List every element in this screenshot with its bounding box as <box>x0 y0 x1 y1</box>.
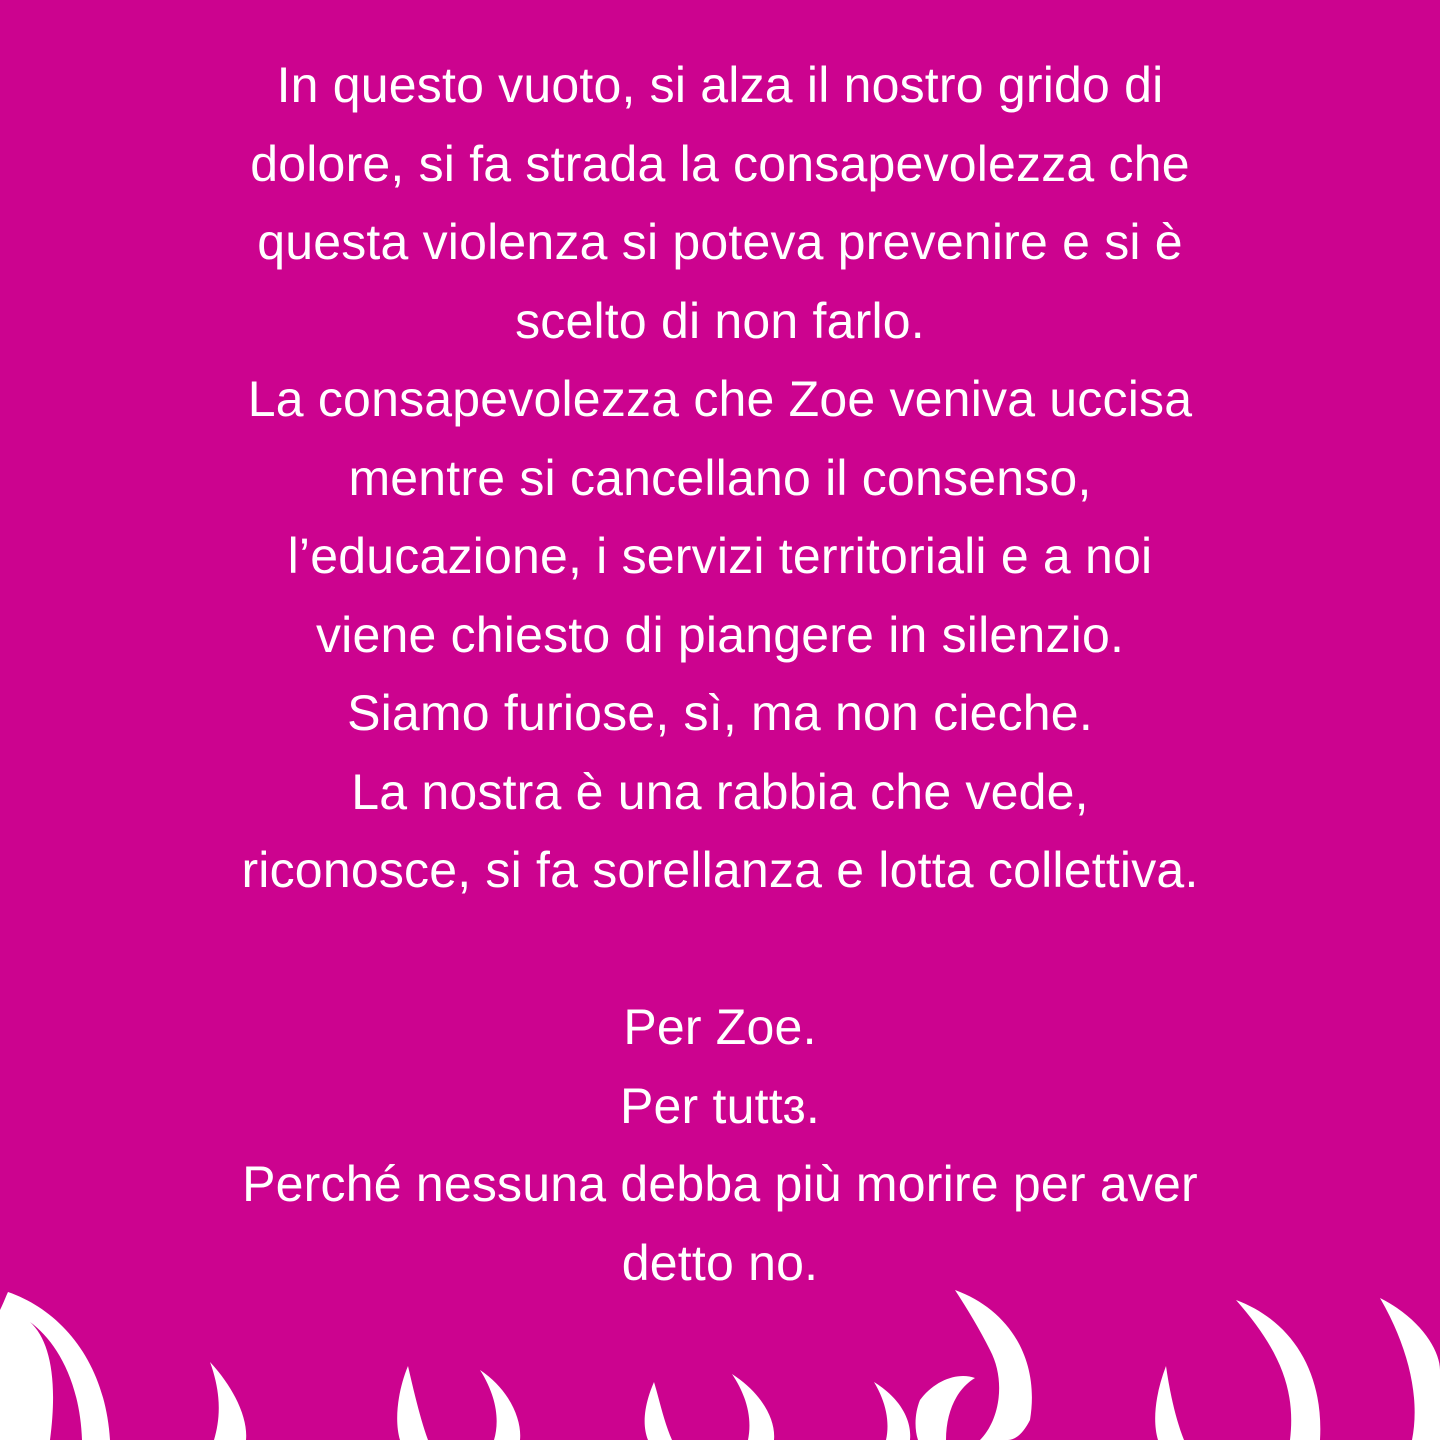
message-line: Siamo furiose, sì, ma non cieche. <box>347 685 1093 741</box>
message-line: l’educazione, i servizi territoriali e a noi <box>287 528 1153 584</box>
paragraph-spacer <box>0 910 1440 989</box>
message-text <box>0 46 1440 1302</box>
flames-icon <box>0 1270 1440 1440</box>
message-line: questa violenza si poteva prevenire e si è <box>257 214 1183 270</box>
message-line: riconosce, si fa sorellanza e lotta collettiva. <box>241 842 1199 898</box>
message-line: mentre si cancellano il consenso, <box>348 449 1092 506</box>
closing-line: Perché nessuna debba più morire per aver <box>242 1156 1198 1212</box>
message-line: viene chiesto di piangere in silenzio. <box>315 606 1125 663</box>
closing-line: Per tuttɜ. <box>620 1077 820 1134</box>
message-line: La nostra è una rabbia che vede, <box>351 763 1089 820</box>
message-line: scelto di non farlo. <box>515 292 925 349</box>
closing-line: Per Zoe. <box>623 999 817 1055</box>
message-line: La consapevolezza che Zoe veniva uccisa <box>247 371 1193 427</box>
closing-line: detto no. <box>621 1234 819 1291</box>
message-line: dolore, si fa strada la consapevolezza che <box>250 135 1190 192</box>
message-line: In questo vuoto, si alza il nostro grido di <box>276 57 1164 113</box>
